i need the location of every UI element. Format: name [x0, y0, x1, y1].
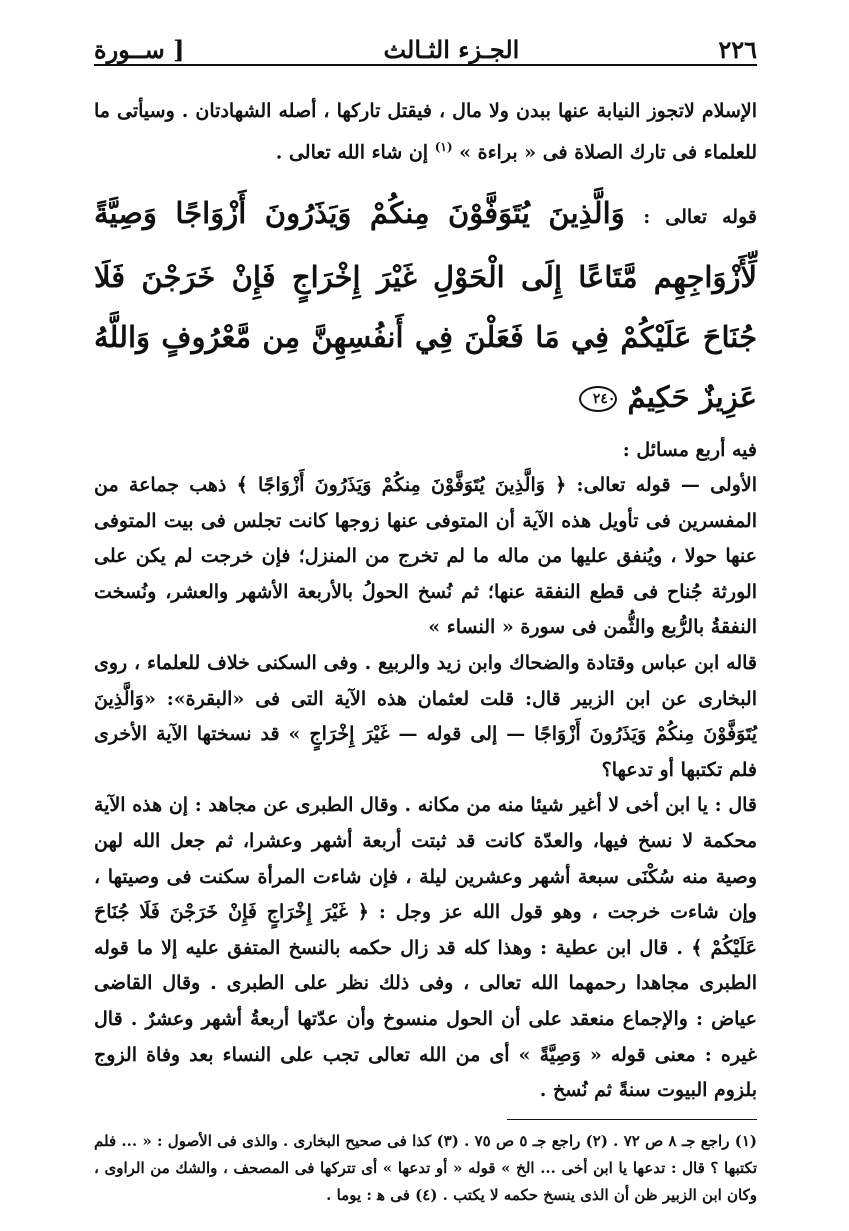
verse-number-ornament: ٢٤٠ — [579, 386, 617, 412]
footnote-divider — [507, 1119, 757, 1128]
paragraph-1: الأولى — قوله تعالى: ﴿ وَالَّذِينَ يُتَوَفَّوْنَ مِنكُمْ وَيَذَرُونَ أَزْوَاجًا ﴾ ذهب جماعة من المفسرين فى تأويل هذه الآية أن المتوفى عنها زوجها كانت تجلس فى بيت المتوفى عنها حولا ، ويُنفق عليها من ماله ما لم تخرج من المنزل؛ فإن خرجت لم يكن على الورثة جُناح فى قطع النفقة عنها؛ ثم نُسخ الحولُ بالأربعة الأشهر والعشر، ونُسخت النفقةُ بالرُّبع والثُّمن فى سورة « النساء » — [94, 474, 757, 639]
footnote-text: (١) راجع جـ ٨ ص ٧٢ . (٢) راجع جـ ٥ ص ٧٥ . (٣) كذا فى صحيح البخارى . والذى فى الأصول : « ... فلم تكتبها ؟ قال : تدعها يا ابن أخى ... الخ » قوله « أو تدعها » أى تتركها فى المصحف ، والشك من الراوى ، وكان ابن الزبير ظن أن الذى ينسخ حكمه لا يكتب . (٤) فى ﻫ : يوما . — [94, 1131, 757, 1204]
paragraph-3: قال : يا ابن أخى لا أغير شيئا منه من مكانه . وقال الطبرى عن مجاهد : إن هذه الآية محكمة لا نسخ فيها، والعدّة كانت قد ثبتت أربعة أشهر وعشرا، ثم جعل الله لهن وصية منه سُكْنَى سبعة أشهر وعشرين ليلة ، فإن شاءت المرأة سكنت فى وصيتها ، وإن شاءت خرجت ، وهو قول الله عز وجل : ﴿ غَيْرَ إِخْرَاجٍ فَإِنْ خَرَجْنَ فَلَا جُنَاحَ عَلَيْكُمْ ﴾ . قال ابن عطية : وهذا كله قد زال حكمه بالنسخ المتفق عليه إلا ما قوله الطبرى مجاهدا رحمهما الله تعالى ، وفى ذلك نظر على الطبرى . وقال القاضى عياض : والإجماع منعقد على أن الحول منسوخ وأن عدّتها أربعةُ أشهر وعشرٌ . قال غيره : معنى قوله « وَصِيَّةً » أى من الله تعالى تجب على النساء بعد وفاة الزوج بلزوم البيوت سنةً ثم نُسخ . — [94, 794, 757, 1102]
intro-line-3: إن شاء الله تعالى . — [275, 140, 429, 163]
intro-line-1: الإسلام لاتجوز النيابة عنها ببدن ولا مال ، فيقتل تاركها ، أصله الشهادتان . وسيأتى — [117, 100, 757, 122]
paragraph-2: قاله ابن عباس وقتادة والضحاك وابن زيد والربيع . وفى السكنى خلاف للعلماء ، روى البخارى عن ابن الزبير قال: قلت لعثمان هذه الآية التى فى «البقرة»: «وَالَّذِينَ يُتَوَفَّوْنَ مِنكُمْ وَيَذَرُونَ أَزْوَاجًا — إلى قوله — غَيْرَ إِخْرَاجٍ » قد نسختها الآية الأخرى فلم تكتبها أو تدعها؟ — [94, 652, 757, 781]
page-number: ٢٢٦ — [718, 35, 757, 64]
intro-paragraph — [94, 94, 757, 171]
verse-text: وَالَّذِينَ يُتَوَفَّوْنَ مِنكُمْ وَيَذَرُونَ أَزْوَاجًا وَصِيَّةً لِّأَزْوَاجِهِم مَّتَاعًا إِلَى الْحَوْلِ غَيْرَ إِخْرَاجٍ فَإِنْ خَرَجْنَ فَلَا جُنَاحَ عَلَيْكُمْ فِي مَا فَعَلْنَ فِي أَنفُسِهِنَّ مِن مَّعْرُوفٍ وَاللَّهُ عَزِيزٌ حَكِيمٌ — [94, 195, 757, 414]
intro-line-2: ما للعلماء فى تارك الصلاة فى « براءة » — [94, 100, 757, 163]
page-header — [94, 18, 757, 66]
quran-verse — [94, 183, 757, 427]
main-text — [94, 94, 757, 1109]
issues-heading: فيه أربع مسائل : — [622, 438, 757, 461]
surah-label: [ ســورة — [94, 35, 185, 64]
verse-lead: قوله تعالى : — [643, 205, 757, 228]
footnotes — [94, 1128, 757, 1209]
running-title: الجـزء الثـالث — [383, 35, 520, 64]
footnote-ref-1: (١) — [434, 139, 453, 154]
